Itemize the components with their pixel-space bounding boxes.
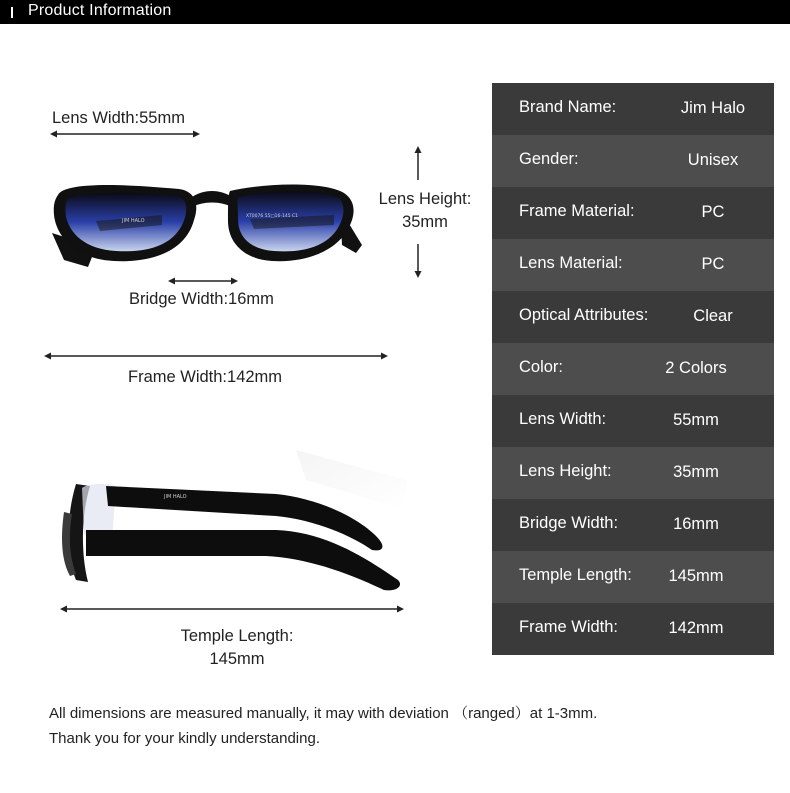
spec-label: Optical Attributes:	[519, 306, 649, 324]
glasses-side-image	[46, 440, 406, 600]
spec-row-brand	[492, 83, 774, 135]
side-brand-print: JIM HALO	[164, 494, 187, 500]
temple-length-label-line1: Temple Length:	[180, 627, 294, 645]
lens-height-arrow-top	[412, 146, 424, 180]
bridge-width-arrow	[168, 275, 238, 287]
footer-note-line2: Thank you for your kindly understanding.	[49, 730, 320, 747]
spec-value: 145mm	[668, 567, 724, 585]
front-brand-print: JIM HALO	[122, 218, 145, 224]
spec-row-color	[492, 343, 774, 395]
header-bar	[0, 0, 790, 24]
spec-value: 16mm	[673, 515, 719, 533]
lens-height-arrow-bottom	[412, 244, 424, 278]
spec-row-lens-material	[492, 239, 774, 291]
spec-row-lens-height	[492, 447, 774, 499]
spec-value: Jim Halo	[680, 99, 746, 117]
spec-row-frame-width	[492, 603, 774, 655]
bridge-width-label: Bridge Width:16mm	[129, 290, 274, 308]
lens-height-label-line1: Lens Height:	[378, 190, 472, 208]
spec-row-frame-material	[492, 187, 774, 239]
spec-label: Gender:	[519, 150, 579, 168]
spec-value: PC	[701, 203, 725, 221]
header-tick-mark	[11, 7, 13, 18]
spec-label: Lens Height:	[519, 462, 612, 480]
temple-length-arrow	[60, 603, 404, 615]
spec-label: Temple Length:	[519, 566, 632, 584]
spec-row-gender	[492, 135, 774, 187]
page-title: Product Information	[28, 2, 172, 19]
spec-row-bridge-width	[492, 499, 774, 551]
spec-value: 2 Colors	[665, 359, 727, 377]
spec-label: Color:	[519, 358, 564, 376]
spec-label: Lens Material:	[519, 254, 623, 272]
spec-value: 142mm	[668, 619, 724, 637]
spec-row-temple-length	[492, 551, 774, 603]
footer-note-line1: All dimensions are measured manually, it may with deviation （ranged）at 1-3mm.	[49, 705, 598, 722]
spec-label: Frame Width:	[519, 618, 619, 636]
front-model-print: XT0076 55□16-145 C1	[246, 214, 298, 219]
glasses-front-image	[44, 175, 374, 275]
spec-value: Clear	[693, 307, 733, 325]
spec-value: Unisex	[687, 151, 739, 169]
frame-width-arrow	[44, 350, 388, 362]
spec-value: 35mm	[673, 463, 719, 481]
spec-table	[492, 83, 774, 655]
lens-width-label: Lens Width:55mm	[52, 109, 185, 127]
lens-width-arrow	[50, 128, 200, 140]
temple-length-label-line2: 145mm	[209, 650, 265, 668]
spec-row-lens-width	[492, 395, 774, 447]
spec-label: Frame Material:	[519, 202, 635, 220]
lens-height-label-line2: 35mm	[402, 213, 448, 231]
frame-width-label: Frame Width:142mm	[128, 368, 283, 386]
spec-value: PC	[701, 255, 725, 273]
spec-label: Bridge Width:	[519, 514, 619, 532]
spec-row-optical-attributes	[492, 291, 774, 343]
spec-label: Lens Width:	[519, 410, 607, 428]
spec-value: 55mm	[673, 411, 719, 429]
spec-label: Brand Name:	[519, 98, 617, 116]
